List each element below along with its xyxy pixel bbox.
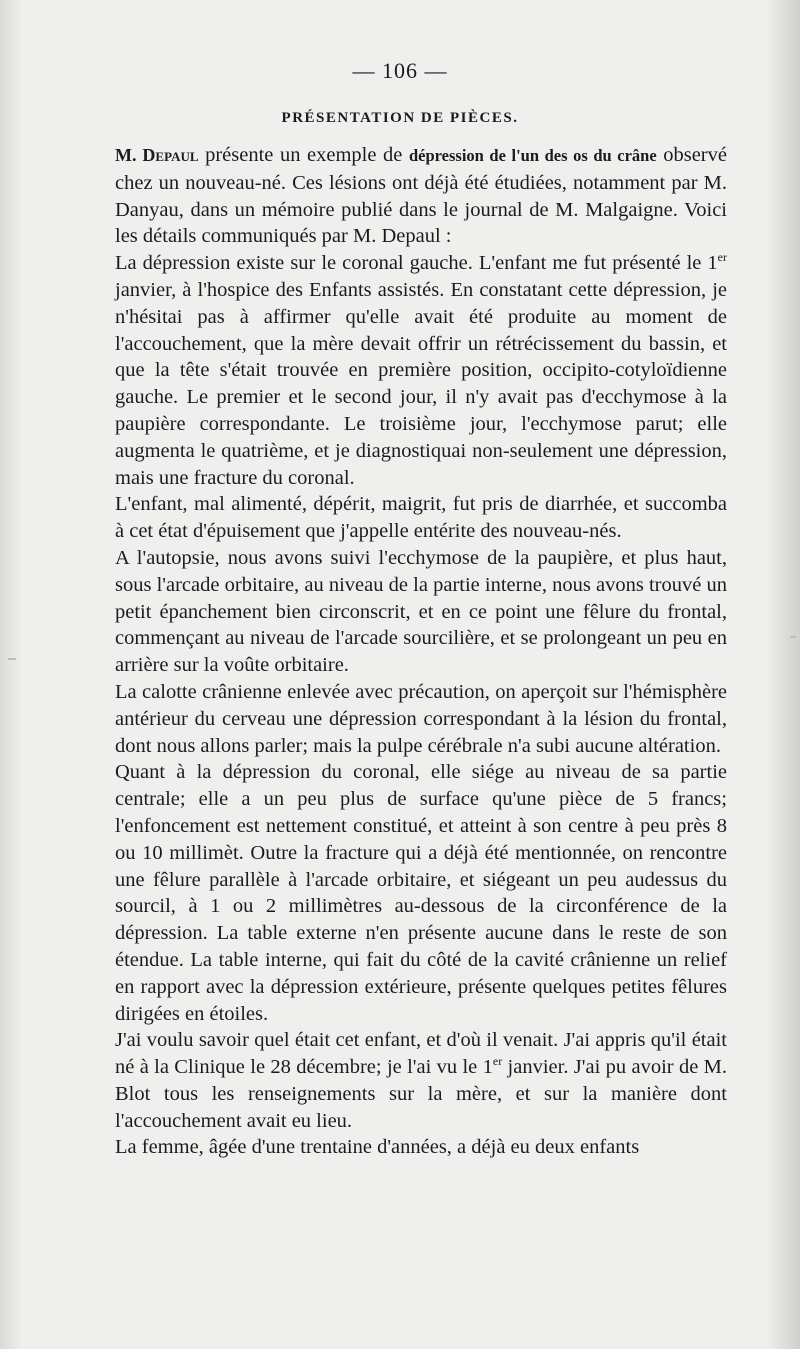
paragraph-1 <box>115 142 727 250</box>
bold-topic: dépression de l'un des os du crâne <box>408 146 657 165</box>
paragraph-text: J'ai voulu savoir quel était cet enfant, et d'où il venait. J'ai appris qu'il était né à la Clinique le 28 décembre; je l'ai vu le 1 <box>115 1029 727 1079</box>
speaker-name: M. Depaul <box>115 145 199 165</box>
section-title: PRÉSENTATION DE PIÈCES. <box>281 110 519 126</box>
superscript: er <box>717 250 727 265</box>
paragraph-text: janvier, à l'hospice des Enfants assistés. En constatant cette dépression, je n'hésitai pas à affirmer qu'elle avait été produite au moment de l'accouchement, que la mère devait offrir un rétrécissement du bassin, et que la tête s'était trouvée en première position, occipito-cotyloïdienne gauche. Le premier et le second jour, il n'y avait pas d'ecchymose à la paupière correspondante. Le troisième jour, l'ecchymose parut; elle augmenta le quatrième, et je diagnostiquai non-seulement une dépression, mais une fracture du coronal. <box>115 278 727 489</box>
paragraph-3: L'enfant, mal alimenté, dépérit, maigrit, fut pris de diarrhée, et succomba à cet état d'épuisement que j'appelle entérite des nouveau-nés. <box>115 493 727 543</box>
paragraph-text: La dépression existe sur le coronal gauche. L'enfant me fut présenté le 1 <box>115 252 718 275</box>
page-number: — 106 — <box>352 58 448 83</box>
scan-mark <box>790 636 796 638</box>
paragraph-7 <box>115 1027 727 1134</box>
page-right-edge <box>766 0 800 1349</box>
paragraph-4: A l'autopsie, nous avons suivi l'ecchymose de la paupière, et plus haut, sous l'arcade orbitaire, au niveau de la partie interne, nous avons trouvé un petit épanchement bien circonscrit, et en ce point une fêlure du frontal, commençant au niveau de l'arcade sourcilière, et se prolongeant un peu en arrière sur la voûte orbitaire. <box>115 546 727 677</box>
paragraph-8: La femme, âgée d'une trentaine d'années, a déjà eu deux enfants <box>115 1136 640 1159</box>
paragraph-text: observé chez un nouveau-né. Ces lésions ont déjà été étudiées, notamment par M. Danyau, dans un mémoire publié dans le journal de M. Malgaigne. Voici les détails communiqués par M. Depaul : <box>115 144 727 248</box>
scan-mark <box>8 658 16 660</box>
paragraph-2 <box>115 250 727 491</box>
paragraph-5: La calotte crânienne enlevée avec précaution, on aperçoit sur l'hémisphère antérieur du cerveau une dépression correspondant à la lésion du frontal, dont nous allons parler; mais la pulpe cérébrale n'a subi aucune altération. <box>115 680 727 757</box>
paragraph-text: janvier. J'ai pu avoir de M. Blot tous les renseignements sur la mère, et sur la manière dont l'accouchement avait eu lieu. <box>115 1056 727 1132</box>
body-text <box>115 142 727 1161</box>
paragraph-text: présente un exemple de <box>198 144 409 166</box>
paragraph-6: Quant à la dépression du coronal, elle siége au niveau de sa partie centrale; elle a un peu plus de surface qu'une pièce de 5 francs; l'enfoncement est nettement constitué, et atteint à son centre à peu près 8 ou 10 millimèt. Outre la fracture qui a déjà été mentionnée, on rencontre une fêlure parallèle à l'arcade orbitaire, et siégeant un peu audessus du sourcil, à 1 ou 2 millimètres au-dessous de la circonférence de la dépression. La table externe n'en présente aucune dans le reste de son étendue. La table interne, qui fait du côté de la cavité crânienne un relief en rapport avec la dépression extérieure, présente quelques petites fêlures dirigées en étoiles. <box>115 761 727 1025</box>
superscript: er <box>492 1054 503 1069</box>
page-left-edge <box>0 0 22 1349</box>
